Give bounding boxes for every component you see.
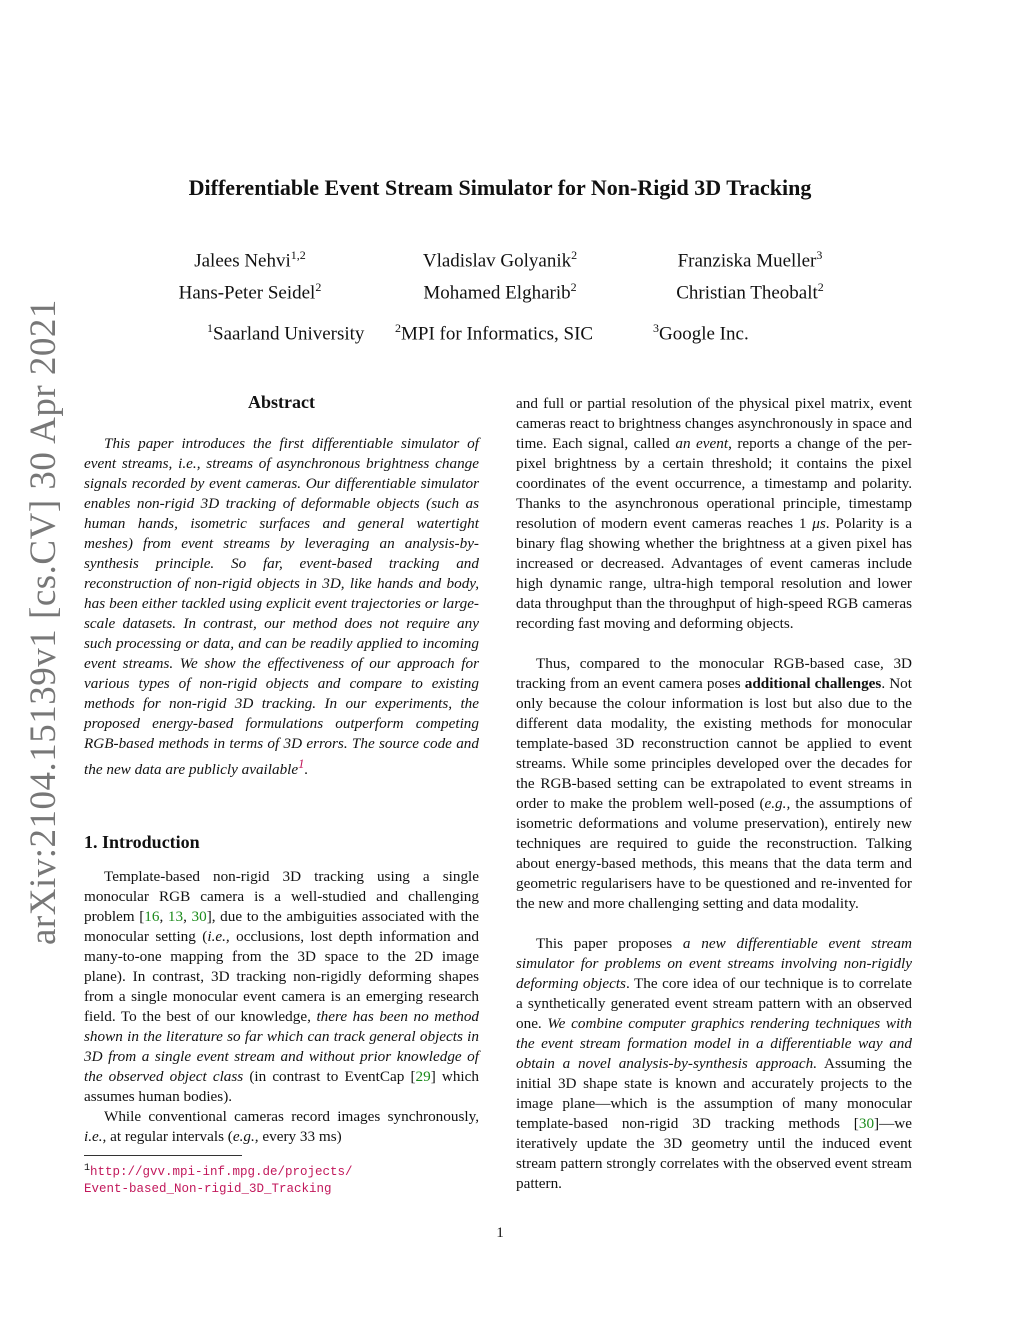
author: Jalees Nehvi$^{1,2}$ [194,248,306,272]
paper-title: Differentiable Event Stream Simulator for Non-Rigid 3D Tracking [188,175,812,200]
section-heading: 1. Introduction [84,832,200,852]
author: Franziska Mueller$^3$ [677,248,823,272]
affiliation: $^2$MPI for Informatics, SIC [395,321,594,345]
intro-paragraph: Template-based non-rigid 3D tracking using a single monocular RGB camera is a well-studied and challenging problem [16, 13, 30], due to the ambiguities associated with the monocular setting (i.e., occlusions, lost depth information and many-to-one mapping from the 3D space to the 2D image plane). In contrast, 3D tracking non-rigidly deforming shapes from a single monocular event camera is an emerging research field. To the best of our knowledge, there has been no method shown in the literature so far which can track general objects in 3D from a single event stream and without prior knowledge of the observed object class (in contrast to EventCap [29] which assumes human bodies). [84,868,480,1105]
citation-link[interactable]: 30 [858,1115,875,1132]
citation-link[interactable]: 16 [144,908,160,925]
intro-paragraph: While conventional cameras record images synchronously, i.e., at regular intervals (e.g., every 33 ms) [84,1108,479,1145]
author: Vladislav Golyanik$^2$ [422,248,578,272]
affiliation: $^3$Google Inc. [653,321,749,345]
arxiv-identifier: arXiv:2104.15139v1 [cs.CV] 30 Apr 2021 [23,299,64,945]
author-row-1 [150,248,850,272]
body-paragraph: Thus, compared to the monocular RGB-based case, 3D tracking from an event camera poses additional challenges. Not only because the colour information is lost but also due to the different data modality, the existing methods for monocular template-based 3D reconstruction cannot be applied to event streams. While some principles developed over the decades for the RGB-based setting can be extrapolated to event streams in order to make the problem well-posed (e.g., the assumptions of isometric deformations and volume preservation), entirely new techniques are required to guide the reconstruction. Talking about energy-based methods, this means that the data term and geometric regularisers have to be questioned and re-invented for the new and more challenging setting and data modality. [516,655,913,912]
body-paragraph: and full or partial resolution of the physical pixel matrix, event cameras react to brightness changes asynchronously in space and time. Each signal, called an event, reports a change of the per-pixel brightness by a certain threshold; it contains the pixel coordinates of the event occurrence, a timestamp and polarity. Thanks to the asynchronous operational principle, timestamp resolution of modern event cameras reaches 1 μs. Polarity is a binary flag showing whether the brightness at a given pixel has increased or decreased. Advantages of event cameras include high dynamic range, ultra-high temporal resolution and lower data throughput than the throughput of high-speed RGB cameras recording fast moving and deforming objects. [516,395,912,632]
abstract-body: This paper introduces the first differentiable simulator of event streams, i.e., streams of asynchronous brightness change signals recorded by event cameras. Our differentiable simulator enables non-rigid 3D tracking of deformable objects (such as human hands, isometric surfaces and general watertight meshes) from event streams by leveraging an analysis-by-synthesis principle. So far, event-based tracking and reconstruction of non-rigid objects in 3D, like hands and body, has been either tackled using explicit event trajectories or large-scale datasets. In contrast, our method does not require any such processing or data, and can be readily applied to incoming event streams. We show the effectiveness of our approach for various types of non-rigid objects and compare to existing methods for non-rigid 3D tracking. In our experiments, the proposed energy-based formulations outperform competing RGB-based methods in terms of 3D errors. The source code and the new data are publicly available$^1$. [84,435,479,779]
page-number: 1 [496,1224,504,1241]
author-row-2 [150,280,850,304]
footnote-ref[interactable]: 1 [298,757,305,771]
citation-link[interactable]: 29 [415,1068,431,1085]
author: Mohamed Elgharib$^2$ [423,280,577,304]
body-paragraph: This paper proposes a new differentiable event stream simulator for problems on event streams involving non-rigidly deforming objects. The core idea of our technique is to correlate a synthetically generated event stream pattern with an observed one. We combine computer graphics rendering techniques with the event stream formation model in a differentiable way and obtain a novel analysis-by-synthesis approach. Assuming the initial 3D shape state is known and accurately projects to the image plane—which is the assumption of many monocular template-based non-rigid 3D tracking methods [30]—we iteratively update the 3D geometry until the induced event stream pattern strongly correlates with the observed event stream pattern. [516,935,912,1192]
footnote: $^1$http://gvv.mpi-inf.mpg.de/projects/ Event-based_Non-rigid_3D_Tracking [84,1163,353,1197]
author: Christian Theobalt$^2$ [676,280,824,304]
abstract-heading: Abstract [248,392,315,412]
citation-link[interactable]: 30 [191,908,207,925]
footnote-url[interactable]: http://gvv.mpi-inf.mpg.de/projects/ Event-based_Non-rigid_3D_Tracking [84,1165,353,1197]
footnote-rule [84,1155,242,1156]
author: Hans-Peter Seidel$^2$ [178,280,322,304]
affiliation: $^1$Saarland University [207,321,365,345]
citation-link[interactable]: 13 [167,908,184,925]
